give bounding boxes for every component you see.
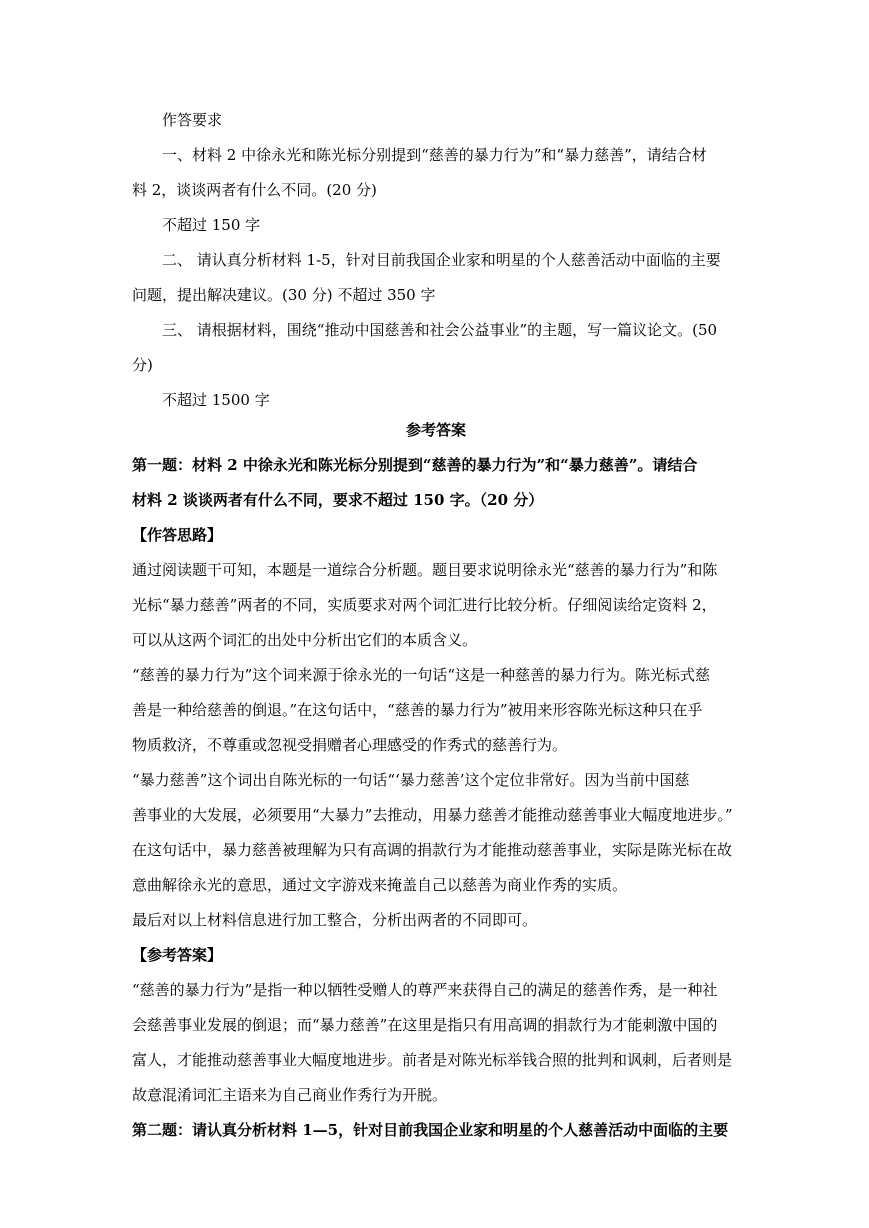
thinking-p2-line-1: “慈善的暴力行为”这个词来源于徐永光的一句话“这是一种慈善的暴力行为。陈光标式慈 — [132, 666, 711, 684]
thinking-p1-line-3: 可以从这两个词汇的出处中分析出它们的本质含义。 — [132, 631, 478, 649]
thinking-p3-line-4: 意曲解徐永光的意思，通过文字游戏来掩盖自己以慈善为商业作秀的实质。 — [132, 876, 628, 894]
requirements-heading: 作答要求 — [162, 111, 223, 129]
answer-section — [132, 413, 740, 1148]
q1-limit: 不超过 150 字 — [162, 216, 261, 234]
reference-line-3: 富人，才能推动慈善事业大幅度地进步。前者是对陈光标举钱合照的批判和讽刺，后者则是 — [132, 1051, 733, 1069]
reference-line-2: 会慈善事业发展的倒退；而“暴力慈善”在这里是指只有用高调的捐款行为才能刺激中国的 — [132, 1016, 718, 1034]
thinking-p2-line-2: 善是一种给慈善的倒退。”在这句话中，“慈善的暴力行为”被用来形容陈光标这种只在乎 — [132, 701, 703, 719]
q1-heading-line-2: 材料 2 谈谈两者有什么不同，要求不超过 150 字。（20 分） — [132, 491, 544, 509]
q1-line-2: 料 2，谈谈两者有什么不同。(20 分) — [132, 181, 377, 199]
thinking-p3-line-1: “暴力慈善”这个词出自陈光标的一句话“‘暴力慈善’这个定位非常好。因为当前中国慈 — [132, 771, 690, 789]
reference-heading: 【参考答案】 — [132, 946, 223, 964]
thinking-p3-line-3: 在这句话中，暴力慈善被理解为只有高调的捐款行为才能推动慈善事业，实际是陈光标在故 — [132, 841, 733, 859]
q3-limit: 不超过 1500 字 — [162, 391, 270, 409]
q2-line-1: 二、 请认真分析材料 1-5，针对目前我国企业家和明星的个人慈善活动中面临的主要 — [162, 251, 721, 269]
thinking-p1-line-2: 光标“暴力慈善”两者的不同，实质要求对两个词汇进行比较分析。仔细阅读给定资料 2， — [132, 596, 717, 614]
thinking-p2-line-3: 物质救济，不尊重或忽视受捐赠者心理感受的作秀式的慈善行为。 — [132, 736, 568, 754]
q1-heading-line-1: 第一题：材料 2 中徐永光和陈光标分别提到“慈善的暴力行为”和“暴力慈善”。请结合 — [132, 456, 698, 474]
thinking-p1-line-1: 通过阅读题干可知，本题是一道综合分析题。题目要求说明徐永光“慈善的暴力行为”和陈 — [132, 561, 718, 579]
thinking-heading: 【作答思路】 — [132, 526, 223, 544]
thinking-p3-line-2: 善事业的大发展，必须要用“大暴力”去推动，用暴力慈善才能推动慈善事业大幅度地进步。” — [132, 806, 733, 824]
answer-title: 参考答案 — [405, 421, 466, 439]
thinking-p4-line-1: 最后对以上材料信息进行加工整合，分析出两者的不同即可。 — [132, 911, 538, 929]
q3-line-2: 分) — [132, 356, 153, 374]
q1-line-1: 一、材料 2 中徐永光和陈光标分别提到“慈善的暴力行为”和“暴力慈善”，请结合材 — [162, 146, 707, 164]
reference-line-4: 故意混淆词汇主语来为自己商业作秀行为开脱。 — [132, 1086, 448, 1104]
requirements-section — [132, 103, 740, 418]
reference-line-1: “慈善的暴力行为”是指一种以牺牲受赠人的尊严来获得自己的满足的慈善作秀，是一种社 — [132, 981, 718, 999]
q2-heading: 第二题：请认真分析材料 1—5，针对目前我国企业家和明星的个人慈善活动中面临的主要 — [132, 1121, 729, 1139]
q3-line-1: 三、 请根据材料，围绕“推动中国慈善和社会公益事业”的主题，写一篇议论文。(50 — [162, 321, 718, 339]
q2-line-2: 问题，提出解决建议。(30 分) 不超过 350 字 — [132, 286, 436, 304]
